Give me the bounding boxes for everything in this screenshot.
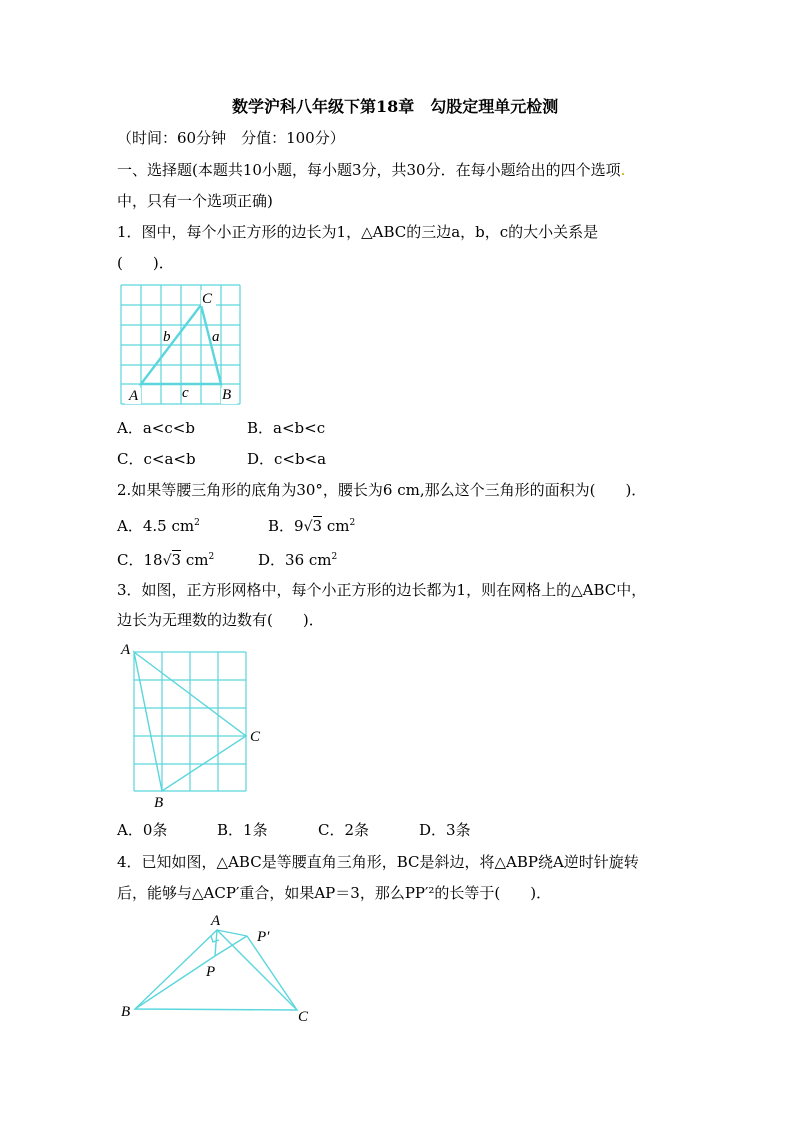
q4-label-A: A — [211, 913, 221, 929]
q2-option-a-label: A．4.5 cm — [117, 517, 195, 535]
q2-option-c-unit: cm — [181, 551, 209, 569]
q3-grid — [134, 652, 246, 791]
section1-mark: . — [620, 161, 626, 179]
q1-text: 1．图中，每个小正方形的边长为1，△ABC的三边a，b，c的大小关系是 — [117, 223, 599, 241]
q2-option-d-sup: 2 — [331, 552, 338, 562]
q1-label-b: b — [163, 329, 171, 345]
q2-option-c-sup: 2 — [208, 552, 215, 562]
q4-label-B: B — [121, 1004, 131, 1020]
q3-text: 3．如图，正方形网格中，每个小正方形的边长都为1，则在网格上的△ABC中， — [117, 581, 647, 599]
q2-option-a-sup: 2 — [194, 518, 200, 528]
q1-label-A: A — [129, 388, 139, 404]
q2-option-b-radicand: 3 — [312, 517, 323, 535]
q3-option-b[interactable]: B．1条 — [217, 821, 268, 839]
q4-text: 4．已知如图，△ABC是等腰直角三角形，BC是斜边，将△ABP绕A逆时针旋转 — [117, 853, 639, 871]
q2-option-c[interactable] — [117, 547, 214, 571]
q2-text: 2.如果等腰三角形的底角为30°，腰长为6 cm,那么这个三角形的面积为( )． — [117, 481, 647, 499]
q3-label-C: C — [250, 729, 261, 745]
q1-label-C: C — [202, 291, 213, 307]
section1-text: 一、选择题(本题共10小题，每小题3分，共30分．在每小题给出的四个选项 — [117, 161, 621, 179]
q2-option-d-label: D．36 cm — [258, 551, 332, 569]
q1-label-B: B — [222, 387, 232, 403]
q3-option-c[interactable]: C．2条 — [318, 821, 370, 839]
doc-title: 数学沪科八年级下第18章 勾股定理单元检测 — [232, 97, 559, 116]
q1-label-c: c — [182, 385, 189, 401]
q2-option-d[interactable] — [258, 547, 337, 570]
q4-right-angle-mark — [211, 936, 219, 942]
q4-label-P2: P′ — [257, 929, 270, 945]
q2-option-c-radicand: 3 — [171, 551, 182, 569]
q1-option-c[interactable]: C．c<a<b — [117, 450, 196, 468]
q4-segment-bp — [135, 956, 215, 1009]
q1-option-b[interactable]: B．a<b<c — [247, 419, 326, 437]
q2-option-b[interactable] — [268, 513, 355, 537]
q4-segment-pp2 — [215, 936, 247, 956]
section1-line2: 中，只有一个选项正确) — [117, 192, 273, 210]
q3-option-d[interactable]: D．3条 — [419, 821, 471, 839]
q1-paren: ( )． — [117, 254, 174, 272]
radical-icon: √ — [162, 553, 172, 569]
q4-label-P: P — [206, 964, 216, 980]
q3-text-2: 边长为无理数的边数有( )． — [117, 611, 324, 629]
q3-figure — [112, 638, 272, 813]
q4-figure — [115, 908, 335, 1028]
q4-segment-ap — [215, 930, 217, 956]
q1-label-a: a — [212, 329, 220, 345]
q1-option-d[interactable]: D．c<b<a — [247, 450, 327, 468]
q2-option-b-label: B．9 — [268, 517, 304, 535]
q3-label-B: B — [154, 795, 164, 811]
q1-option-a[interactable]: A．a<c<b — [117, 419, 195, 437]
q2-option-b-sup: 2 — [349, 518, 356, 528]
q3-label-A: A — [121, 642, 131, 658]
section1-line1 — [117, 160, 625, 180]
doc-meta: （时间：60分钟 分值：100分） — [117, 129, 345, 147]
radical-icon: √ — [303, 519, 313, 535]
q2-option-b-unit: cm — [322, 517, 350, 535]
q4-label-C: C — [298, 1009, 309, 1025]
q4-text-2: 后，能够与△ACP′重合，如果AP＝3，那么PP′²的长等于( )． — [117, 884, 552, 902]
q2-option-c-label: C．18 — [117, 551, 163, 569]
q2-option-a[interactable] — [117, 513, 200, 536]
q4-segment-cp2 — [247, 936, 297, 1010]
q1-figure — [115, 280, 255, 410]
q3-option-a[interactable]: A．0条 — [117, 821, 168, 839]
